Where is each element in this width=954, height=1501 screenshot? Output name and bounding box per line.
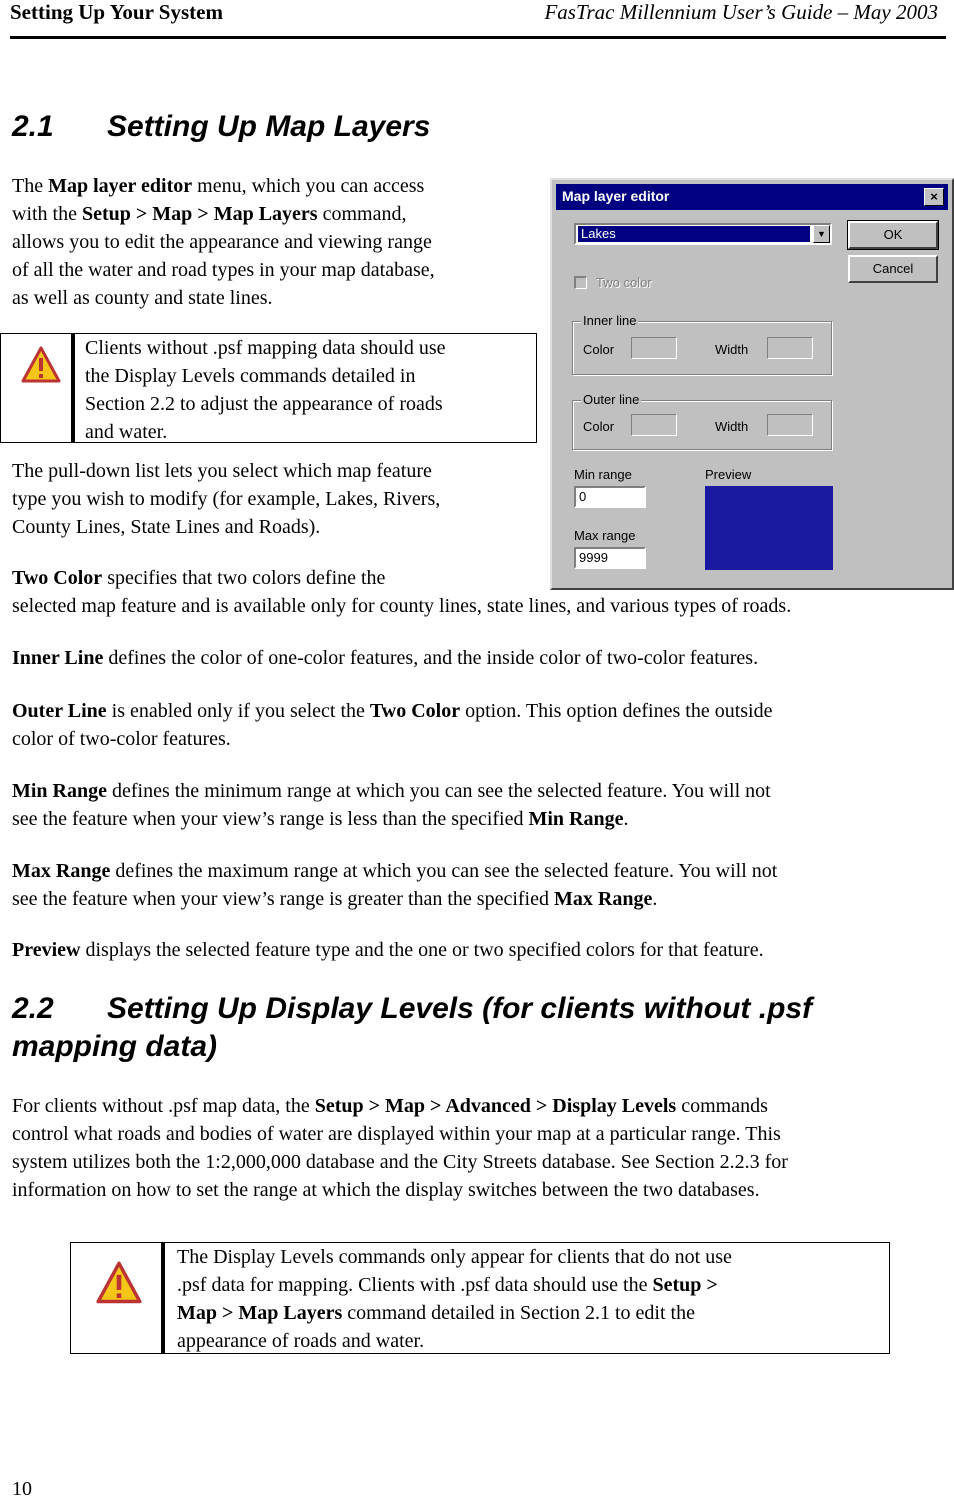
- warning-icon: [21, 346, 61, 384]
- ok-button[interactable]: OK: [848, 221, 938, 249]
- running-header-guide: FasTrac Millennium User’s Guide – May 2003: [544, 0, 938, 24]
- text-line: see the feature when your view’s range is less than the specified Min Range.: [12, 808, 629, 830]
- note-icon-cell: [71, 1243, 165, 1353]
- preview-swatch: [705, 486, 833, 570]
- feature-type-value: Lakes: [578, 226, 810, 242]
- inner-color-swatch[interactable]: [631, 337, 677, 359]
- outer-color-label: Color: [583, 419, 615, 434]
- inner-color-label: Color: [583, 342, 615, 357]
- outer-line-paragraph: [12, 697, 952, 753]
- dialog-title: Map layer editor: [562, 188, 670, 204]
- outer-width-field[interactable]: [767, 414, 813, 436]
- outer-width-label: Width: [715, 419, 749, 434]
- dropdown-arrow-icon[interactable]: ▼: [813, 225, 830, 243]
- warning-icon: [95, 1261, 143, 1305]
- dialog-titlebar: [556, 184, 948, 210]
- text-line: see the feature when your view’s range is greater than the specified Max Range.: [12, 888, 658, 910]
- inner-line-group: [572, 313, 832, 375]
- text-line: The Display Levels commands only appear for clients that do not use: [177, 1246, 732, 1268]
- outer-line-group: [572, 392, 832, 450]
- outer-line-legend: Outer line: [583, 392, 640, 407]
- text-line: control what roads and bodies of water are displayed within your map at a particular range. This: [12, 1123, 781, 1145]
- warning-note-2: [70, 1242, 890, 1354]
- display-levels-paragraph: [12, 1092, 952, 1204]
- text-line: information on how to set the range at which the display switches between the two databases.: [12, 1179, 760, 1201]
- page-number: 10: [12, 1478, 32, 1500]
- note-text: [177, 1243, 877, 1355]
- text-line: Two Color specifies that two colors define the: [12, 567, 386, 589]
- preview-label: Preview: [705, 467, 752, 482]
- section-2-2-heading: [12, 990, 942, 1066]
- text-line: appearance of roads and water.: [177, 1330, 425, 1352]
- text-line: of all the water and road types in your map database,: [12, 259, 435, 281]
- note-text: Clients without .psf mapping data should use the Display Levels commands detailed in Section 2.2 to adjust the appearance of roads and water.: [85, 337, 446, 443]
- pulldown-paragraph: The pull-down list lets you select which map feature type you wish to modify (for example, Lakes, Rivers, County Lines, State Lines and Roads).: [12, 460, 441, 538]
- text-line: Inner Line defines the color of one-color features, and the inside color of two-color features.: [12, 647, 759, 669]
- section-number: 2.1: [12, 110, 54, 143]
- running-header-title: Setting Up Your System: [10, 0, 223, 24]
- note-icon-cell: [1, 334, 75, 442]
- inner-width-label: Width: [715, 342, 749, 357]
- text-line: Preview displays the selected feature type and the one or two specified colors for that feature.: [12, 939, 764, 961]
- two-color-checkbox[interactable]: [574, 276, 587, 289]
- min-range-label: Min range: [574, 467, 632, 482]
- two-color-label: Two color: [596, 275, 652, 290]
- section-2-1-heading: [12, 108, 430, 146]
- text-line: color of two-color features.: [12, 728, 231, 750]
- cancel-button[interactable]: Cancel: [848, 255, 938, 283]
- inner-line-legend: Inner line: [583, 313, 637, 328]
- feature-type-select[interactable]: [574, 223, 832, 245]
- preview-paragraph: [12, 936, 952, 964]
- close-button[interactable]: ×: [924, 188, 944, 206]
- max-range-input[interactable]: 9999: [574, 547, 646, 569]
- text-line: The Map layer editor menu, which you can access: [12, 175, 425, 197]
- warning-note: [0, 333, 537, 443]
- map-layer-editor-dialog: [550, 178, 954, 590]
- inner-width-field[interactable]: [767, 337, 813, 359]
- text-line: .psf data for mapping. Clients with .psf data should use the Setup >: [177, 1274, 718, 1296]
- text-line: as well as county and state lines.: [12, 287, 273, 309]
- text-line: Outer Line is enabled only if you select the Two Color option. This option defines the outside: [12, 700, 773, 722]
- text-line: Max Range defines the maximum range at which you can see the selected feature. You will not: [12, 860, 778, 882]
- text-line: Map > Map Layers command detailed in Section 2.1 to edit the: [177, 1302, 695, 1324]
- min-range-paragraph: [12, 777, 952, 833]
- section-number: 2.2: [12, 992, 54, 1025]
- section-title-line1: Setting Up Display Levels (for clients without .psf: [107, 992, 813, 1025]
- text-line: allows you to edit the appearance and viewing range: [12, 231, 432, 253]
- intro-paragraph: [12, 172, 532, 312]
- text-line: system utilizes both the 1:2,000,000 database and the City Streets database. See Section 2.2.3 for: [12, 1151, 788, 1173]
- section-title: Setting Up Map Layers: [107, 110, 431, 143]
- max-range-paragraph: [12, 857, 952, 913]
- inner-line-paragraph: [12, 644, 952, 672]
- max-range-label: Max range: [574, 528, 636, 543]
- section-title-line2: mapping data): [12, 1030, 218, 1063]
- min-range-input[interactable]: 0: [574, 486, 646, 508]
- text-line: For clients without .psf map data, the Setup > Map > Advanced > Display Levels commands: [12, 1095, 768, 1117]
- header-rule: [10, 36, 946, 39]
- text-line: selected map feature and is available only for county lines, state lines, and various types of roads.: [12, 595, 792, 617]
- outer-color-swatch[interactable]: [631, 414, 677, 436]
- text-line: Min Range defines the minimum range at which you can see the selected feature. You will not: [12, 780, 771, 802]
- text-line: with the Setup > Map > Map Layers command,: [12, 203, 407, 225]
